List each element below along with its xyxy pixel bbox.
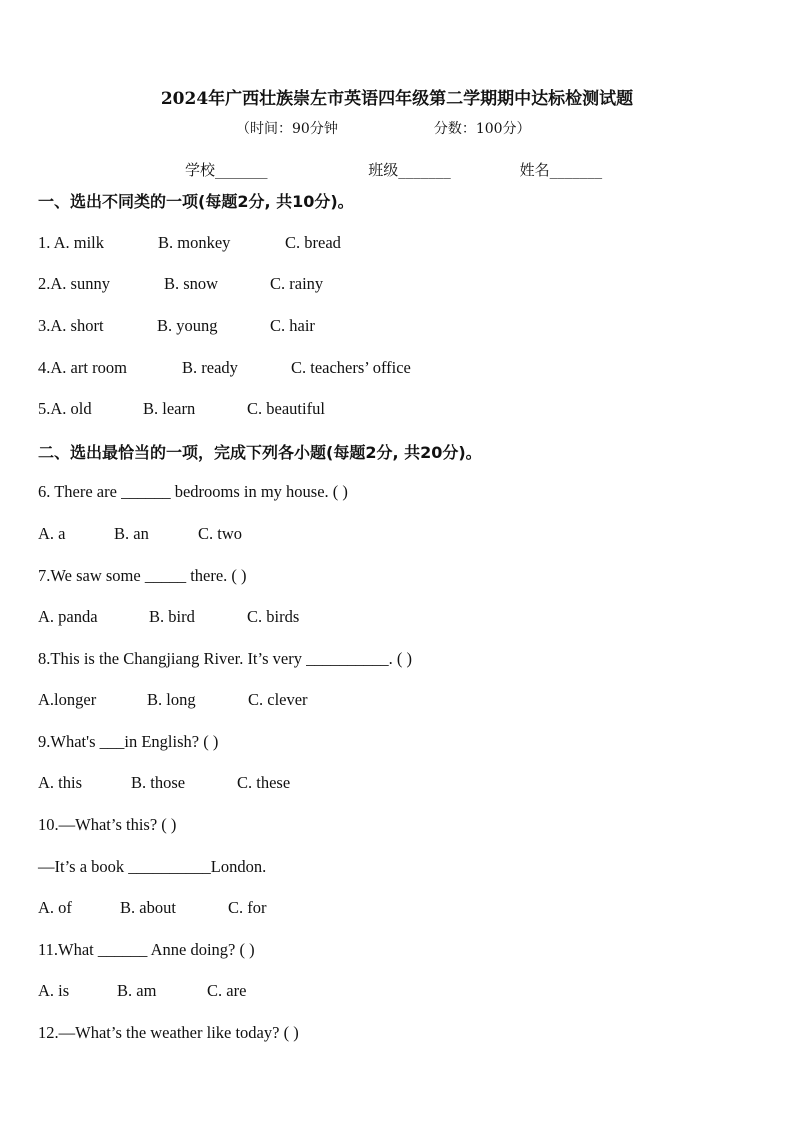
option-a: 3.A. short (38, 316, 104, 335)
option-c: C. teachers’ office (291, 358, 411, 377)
option-b: B. snow (164, 274, 219, 293)
question-10-options (38, 898, 267, 918)
exam-score: 分数：100分） (433, 121, 531, 137)
exam-time: （时间：90分钟 (236, 121, 338, 137)
question-9-stem: 9.What's ___in English? ( ) (38, 732, 219, 751)
option-a: 4.A. art room (38, 358, 127, 377)
question-11-options (38, 981, 246, 1001)
option-c: C. beautiful (247, 399, 325, 418)
option-b: B. an (114, 524, 149, 543)
option-c: C. for (228, 898, 267, 917)
exam-info (236, 118, 531, 138)
option-b: B. am (117, 981, 157, 1000)
option-c: C. these (237, 773, 291, 792)
question-12-stem: 12.—What’s the weather like today? ( ) (38, 1023, 299, 1042)
option-c: C. birds (247, 607, 300, 626)
question-11-stem: 11.What ______ Anne doing? ( ) (38, 940, 255, 959)
student-info-fields (185, 159, 602, 180)
question-5 (38, 399, 325, 419)
option-b: B. long (147, 690, 196, 709)
school-field: 学校_______ (185, 161, 268, 179)
option-a: A. is (38, 981, 70, 1000)
option-c: C. bread (285, 233, 341, 252)
option-c: C. two (198, 524, 243, 543)
question-4 (38, 358, 411, 378)
option-c: C. hair (270, 316, 315, 335)
option-b: B. ready (182, 358, 238, 377)
option-a: A. panda (38, 607, 98, 626)
option-b: B. about (120, 898, 176, 917)
option-b: B. young (157, 316, 218, 335)
option-a: 2.A. sunny (38, 274, 110, 293)
question-8-options (38, 690, 308, 710)
option-b: B. those (131, 773, 186, 792)
option-a: A. this (38, 773, 83, 792)
option-b: B. bird (149, 607, 195, 626)
question-2 (38, 274, 323, 294)
question-7-stem: 7.We saw some _____ there. ( ) (38, 566, 247, 585)
option-b: B. learn (143, 399, 196, 418)
option-a: 1. A. milk (38, 233, 105, 252)
option-a: A. a (38, 524, 66, 543)
option-b: B. monkey (158, 233, 231, 252)
option-a: A.longer (38, 690, 97, 709)
option-c: C. rainy (270, 274, 324, 293)
question-8-stem: 8.This is the Changjiang River. It’s very __________. ( ) (38, 649, 412, 668)
question-10-stem: 10.—What’s this? ( ) (38, 815, 177, 834)
question-6-options (38, 524, 242, 544)
name-field: 姓名_______ (519, 161, 603, 179)
question-1 (38, 233, 341, 253)
question-6-stem: 6. There are ______ bedrooms in my house. ( ) (38, 482, 348, 501)
question-10-answer-line: —It’s a book __________London. (38, 857, 267, 876)
exam-title: 2024年广西壮族崇左市英语四年级第二学期期中达标检测试题 (160, 89, 634, 109)
question-9-options (38, 773, 290, 793)
option-a: 5.A. old (38, 399, 92, 418)
question-3 (38, 316, 315, 336)
section1-heading: 一、选出不同类的一项(每题2分, 共10分)。 (38, 192, 354, 211)
question-7-options (38, 607, 299, 627)
option-c: C. are (207, 981, 247, 1000)
class-field: 班级_______ (368, 161, 451, 179)
option-c: C. clever (248, 690, 308, 709)
option-a: A. of (38, 898, 72, 917)
section2-heading: 二、选出最恰当的一项，完成下列各小题(每题2分, 共20分)。 (38, 443, 482, 462)
